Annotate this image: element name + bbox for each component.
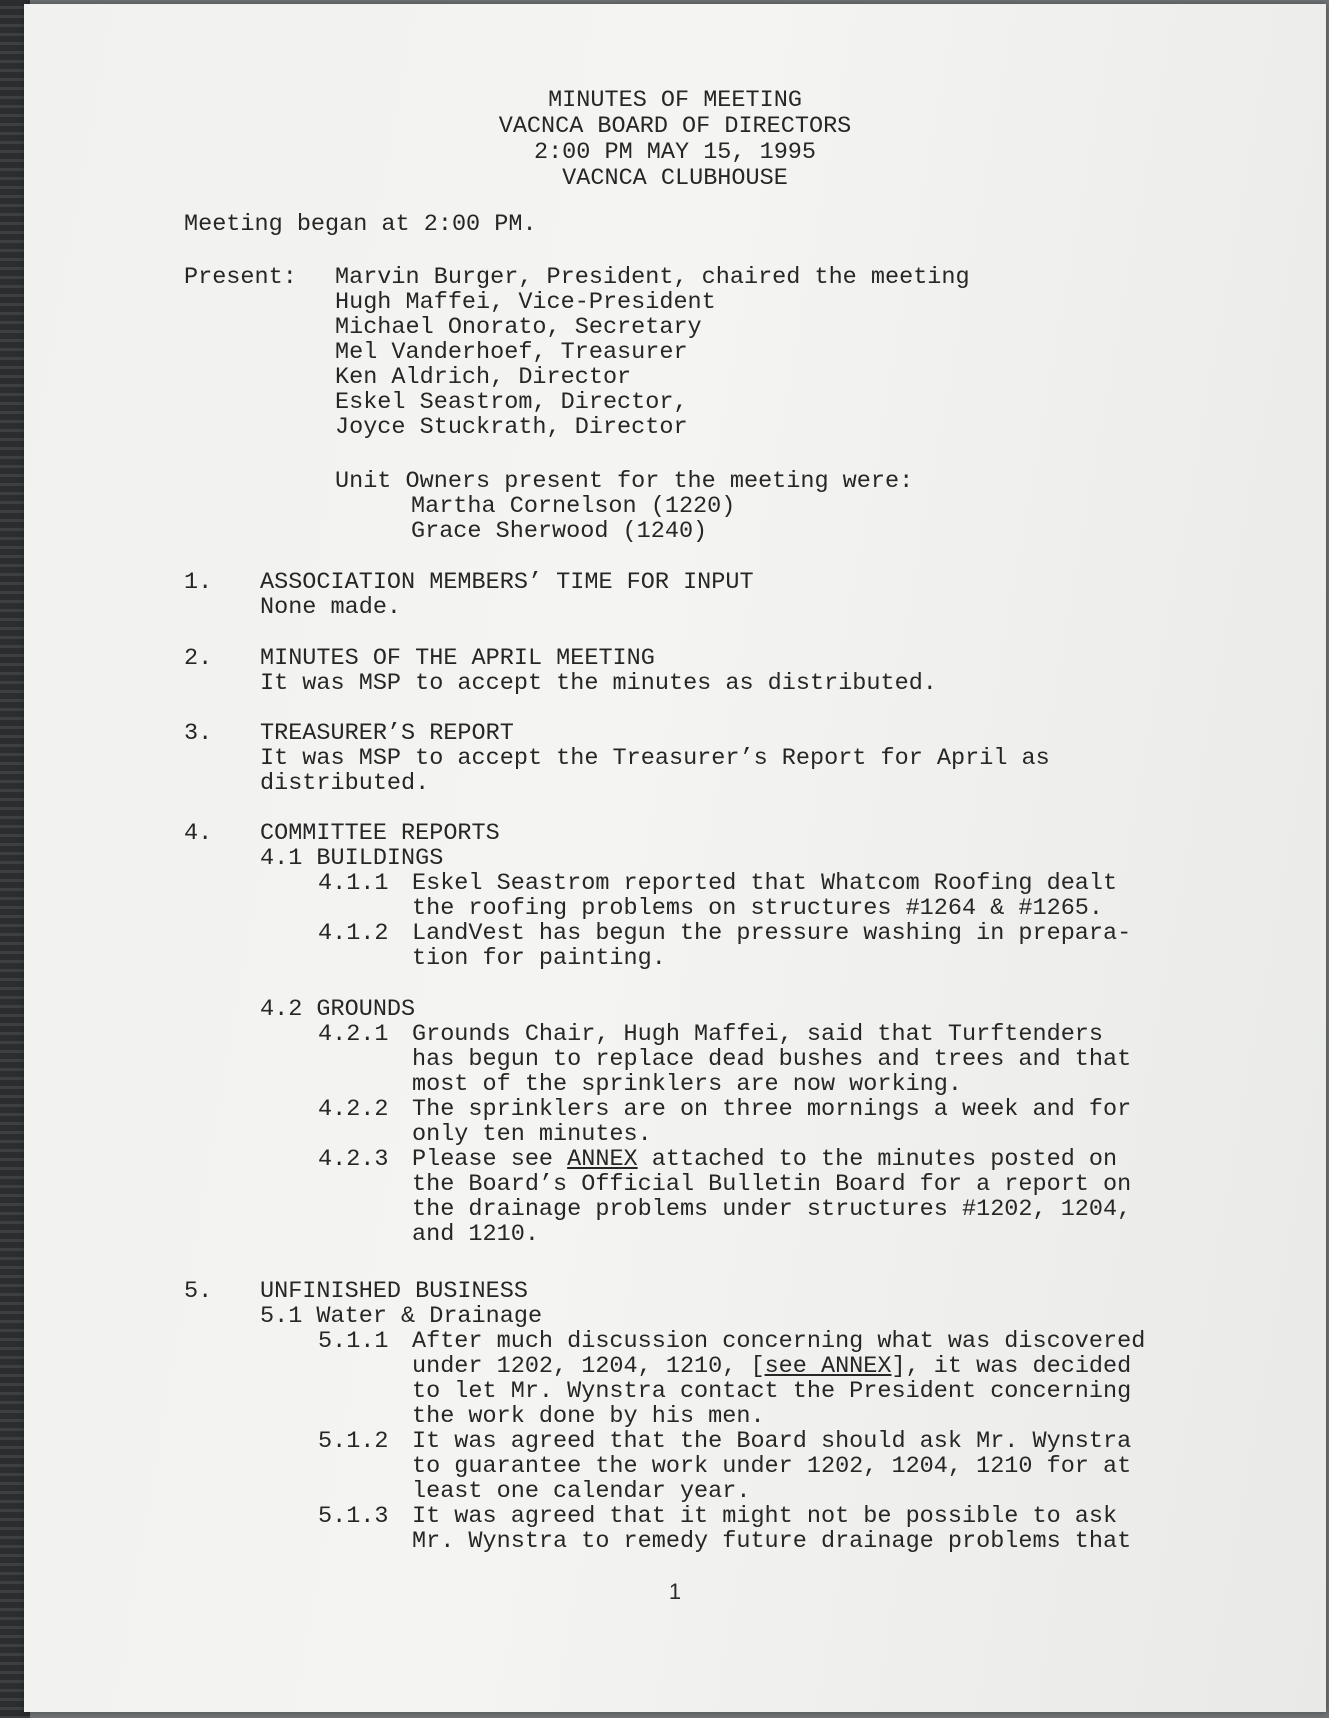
item-number: 5.1.1 <box>318 1328 389 1355</box>
item-text: attached to the minutes posted on <box>637 1146 1118 1173</box>
owner-line: Grace Sherwood (1240) <box>411 518 708 545</box>
item-line: to let Mr. Wynstra contact the President concerning <box>412 1378 1132 1405</box>
subsection-title: 5.1 Water & Drainage <box>260 1303 543 1330</box>
item-line: the Board’s Official Bulletin Board for a report on <box>412 1171 1132 1198</box>
owner-line: Martha Cornelson (1220) <box>411 493 736 520</box>
item-line: The sprinklers are on three mornings a week and for <box>412 1096 1132 1123</box>
member-line: Hugh Maffei, Vice-President <box>335 289 716 316</box>
annex-reference: see ANNEX <box>764 1353 892 1380</box>
subsection-title: 4.2 GROUNDS <box>260 996 416 1023</box>
header-line: VACNCA CLUBHOUSE <box>562 165 788 192</box>
section-body: It was MSP to accept the minutes as distributed. <box>260 670 937 697</box>
annex-reference: ANNEX <box>567 1146 638 1173</box>
item-line: Eskel Seastrom reported that Whatcom Roofing dealt <box>412 870 1118 897</box>
item-number: 4.2.3 <box>318 1146 389 1173</box>
member-line: Joyce Stuckrath, Director <box>335 414 688 441</box>
owners-intro: Unit Owners present for the meeting were: <box>335 468 914 495</box>
item-text: under 1202, 1204, 1210, [ <box>412 1353 765 1380</box>
document-page <box>24 4 1326 1712</box>
opening-line: Meeting began at 2:00 PM. <box>184 211 537 238</box>
section-body: It was MSP to accept the Treasurer’s Report for April as <box>260 745 1050 772</box>
item-number: 4.1.1 <box>318 870 389 897</box>
item-number: 4.2.1 <box>318 1021 389 1048</box>
section-number: 5. <box>184 1278 213 1305</box>
item-text: ], it was decided <box>891 1353 1132 1380</box>
section-body: None made. <box>260 594 402 621</box>
header-line: MINUTES OF MEETING <box>548 87 802 114</box>
section-number: 2. <box>184 645 213 672</box>
item-line: most of the sprinklers are now working. <box>412 1071 962 1098</box>
item-number: 4.1.2 <box>318 920 389 947</box>
section-title: ASSOCIATION MEMBERS’ TIME FOR INPUT <box>260 569 754 596</box>
member-line: Ken Aldrich, Director <box>335 364 632 391</box>
item-line: It was agreed that the Board should ask Mr. Wynstra <box>412 1428 1132 1455</box>
item-line: to guarantee the work under 1202, 1204, 1210 for at <box>412 1453 1132 1480</box>
item-number: 4.2.2 <box>318 1096 389 1123</box>
section-title: UNFINISHED BUSINESS <box>260 1278 528 1305</box>
item-line <box>412 1354 1131 1380</box>
section-title: COMMITTEE REPORTS <box>260 820 500 847</box>
member-line: Mel Vanderhoef, Treasurer <box>335 339 688 366</box>
member-line: Michael Onorato, Secretary <box>335 314 702 341</box>
item-line: only ten minutes. <box>412 1121 652 1148</box>
section-number: 4. <box>184 820 213 847</box>
item-line: has begun to replace dead bushes and trees and that <box>412 1046 1132 1073</box>
subsection-title: 4.1 BUILDINGS <box>260 845 444 872</box>
section-body: distributed. <box>260 770 430 797</box>
item-line: Mr. Wynstra to remedy future drainage problems that <box>412 1528 1132 1555</box>
item-line: It was agreed that it might not be possible to ask <box>412 1503 1118 1530</box>
item-number: 5.1.3 <box>318 1503 389 1530</box>
page-number: 1 <box>668 1579 682 1604</box>
section-number: 3. <box>184 720 213 747</box>
member-line: Marvin Burger, President, chaired the meeting <box>335 264 970 291</box>
item-line: LandVest has begun the pressure washing in prepara- <box>412 920 1132 947</box>
meeting-minutes <box>24 4 1326 1712</box>
present-label: Present: <box>184 264 297 291</box>
document-header <box>24 88 1326 192</box>
item-line: least one calendar year. <box>412 1478 751 1505</box>
item-line <box>412 1147 1117 1173</box>
item-line: Grounds Chair, Hugh Maffei, said that Turftenders <box>412 1021 1104 1048</box>
item-line: After much discussion concerning what was discovered <box>412 1328 1146 1355</box>
item-number: 5.1.2 <box>318 1428 389 1455</box>
item-line: the drainage problems under structures #1202, 1204, <box>412 1196 1132 1223</box>
item-line: tion for painting. <box>412 945 666 972</box>
section-title: MINUTES OF THE APRIL MEETING <box>260 645 655 672</box>
item-line: the roofing problems on structures #1264 & #1265. <box>412 895 1104 922</box>
section-title: TREASURER’S REPORT <box>260 720 514 747</box>
member-line: Eskel Seastrom, Director, <box>335 389 688 416</box>
item-line: the work done by his men. <box>412 1403 765 1430</box>
item-text: Please see <box>412 1146 568 1173</box>
header-line: VACNCA BOARD OF DIRECTORS <box>498 113 852 140</box>
section-number: 1. <box>184 569 213 596</box>
header-line: 2:00 PM MAY 15, 1995 <box>533 139 817 166</box>
item-line: and 1210. <box>412 1221 539 1248</box>
